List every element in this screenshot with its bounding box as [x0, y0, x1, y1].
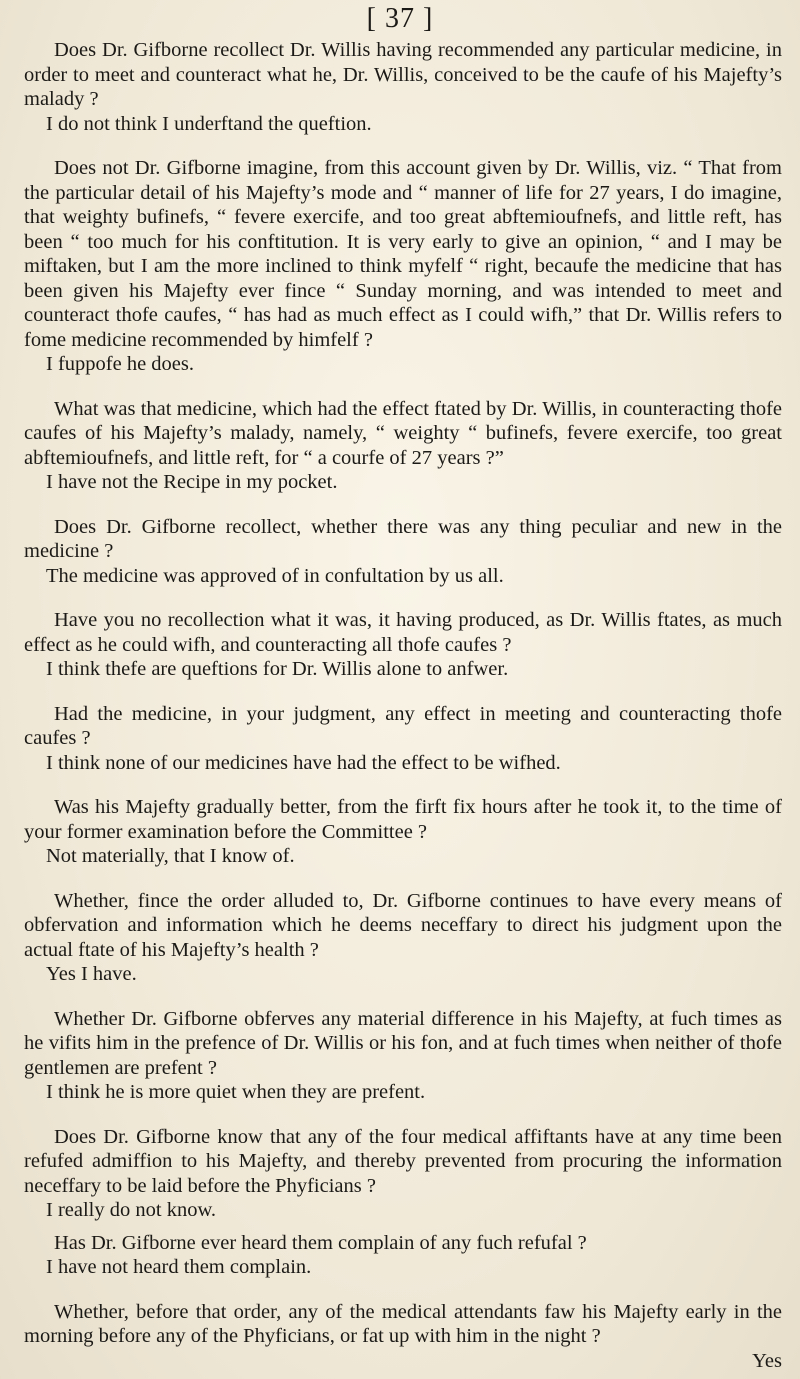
- answer-9: I think he is more quiet when they are prefent.: [46, 1081, 426, 1103]
- answer-11: I have not heard them complain.: [46, 1256, 312, 1278]
- question-3: What was that medicine, which had the effect ftated by Dr. Willis, in counteracting thofe caufes of his Majefty’s malady, namely, “ weighty “ bufinefs, fevere exercife, too great abftemioufnefs, and little reft, for “ a courfe of 27 years ?”: [24, 397, 782, 469]
- answer-5: I think thefe are queftions for Dr. Willis alone to anfwer.: [46, 658, 509, 680]
- answer-2: I fuppofe he does.: [46, 353, 195, 375]
- question-6: Had the medicine, in your judgment, any effect in meeting and counteracting thofe caufes ?: [24, 702, 782, 749]
- answer-6: I think none of our medicines have had the effect to be wifhed.: [46, 751, 561, 774]
- question-4: Does Dr. Gifborne recollect, whether there was any thing peculiar and new in the medicine ?: [24, 515, 782, 562]
- answer-12: Yes: [752, 1349, 782, 1372]
- question-8: Whether, fince the order alluded to, Dr. Gifborne continues to have every means of obfervation and information which he deems neceffary to direct his judgment upon the actual ftate of his Majefty’s health ?: [24, 889, 782, 961]
- answer-7: Not materially, that I know of.: [46, 845, 295, 867]
- question-7: Was his Majefty gradually better, from the firft fix hours after he took it, to the time of your former examination before the Committee ?: [24, 796, 782, 843]
- answer-10: I really do not know.: [46, 1199, 217, 1221]
- answer-8: Yes I have.: [46, 963, 137, 985]
- page-number: [ 37 ]: [366, 3, 434, 34]
- answer-3: I have not the Recipe in my pocket.: [46, 471, 338, 493]
- question-2: Does not Dr. Gifborne imagine, from this account given by Dr. Willis, viz. “ That from the particular detail of his Majefty’s mode and “ manner of life for 27 years, I do imagine, that weighty bufinefs, “ fevere exercife, and too great abftemioufnefs, and little reft, has been “ too much for his conftitution. It is very early to give an opinion, “ and I may be miftaken, but I am the more inclined to think myfelf “ right, becaufe the medicine that has been given his Majefty ever fince “ Sunday morning, and was intended to meet and counteract thofe caufes, “ has had as much effect as I could wifh,” that Dr. Willis refers to fome medicine recommended by himfelf ?: [24, 157, 782, 351]
- answer-1: I do not think I underftand the queftion.: [46, 112, 372, 135]
- question-10: Does Dr. Gifborne know that any of the four medical affiftants have at any time been refufed admiffion to his Majefty, and thereby prevented from procuring the information neceffary to be laid before the Phyficians ?: [24, 1125, 782, 1197]
- answer-4: The medicine was approved of in confultation by us all.: [46, 564, 504, 587]
- question-12: Whether, before that order, any of the medical attendants faw his Majefty early in the morning before any of the Phyficians, or fat up with him in the night ?: [24, 1300, 782, 1347]
- text-column: [24, 38, 782, 1373]
- question-5: Have you no recollection what it was, it having produced, as Dr. Willis ftates, as much effect as he could wifh, and counteracting all thofe caufes ?: [24, 609, 782, 656]
- question-11: Has Dr. Gifborne ever heard them complain of any fuch refufal ?: [54, 1231, 587, 1254]
- question-9: Whether Dr. Gifborne obferves any material difference in his Majefty, at fuch times as he vifits him in the prefence of Dr. Willis or his fon, and at fuch times when neither of thofe gentlemen are prefent ?: [24, 1007, 782, 1079]
- question-1: Does Dr. Gifborne recollect Dr. Willis having recommended any particular medicine, in order to meet and counteract what he, Dr. Willis, conceived to be the caufe of his Majefty’s malady ?: [24, 39, 782, 110]
